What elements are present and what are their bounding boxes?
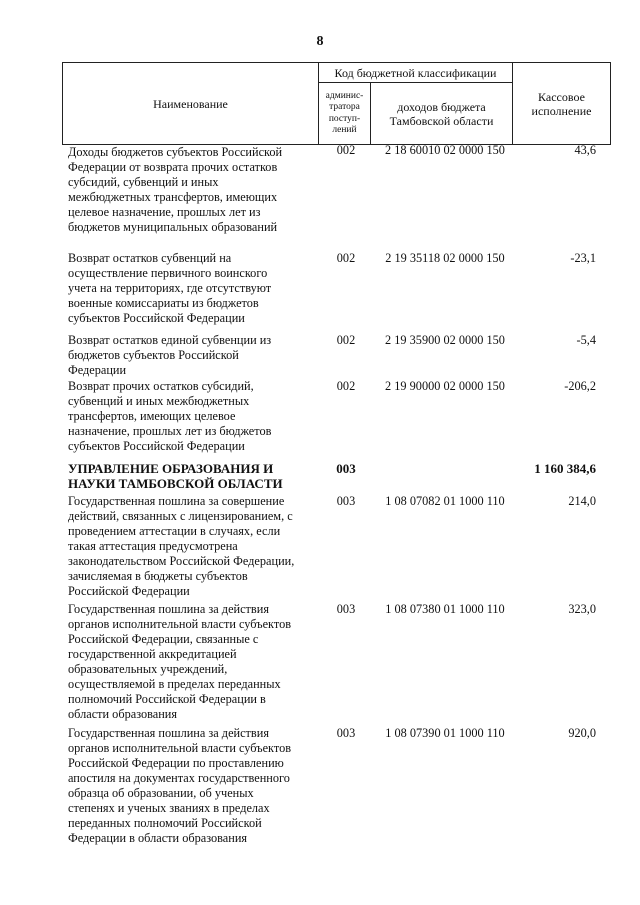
table-row: [62, 726, 610, 866]
row-amount: -5,4: [576, 333, 596, 347]
row-income-code: 2 19 35118 02 0000 150: [385, 251, 505, 265]
row-admin-code: 003: [336, 494, 356, 508]
table-row: [62, 143, 610, 251]
row-income-code: 2 18 60010 02 0000 150: [385, 143, 505, 157]
row-amount: 214,0: [568, 494, 596, 508]
row-income-code: 1 08 07082 01 1000 110: [385, 494, 505, 508]
row-name: Возврат остатков единой субвенции из бюджетов субъектов Российской Федерации: [68, 333, 272, 377]
row-amount: 1 160 384,6: [534, 461, 596, 476]
row-admin-code: 002: [336, 251, 356, 265]
income-column-header: доходов бюджета Тамбовской области: [371, 83, 513, 145]
row-admin-code: 002: [336, 379, 356, 393]
table-row: [62, 333, 610, 379]
execution-column-header: Кассовое исполнение: [513, 63, 611, 145]
page-number: 8: [316, 34, 324, 49]
row-income-code: 1 08 07380 01 1000 110: [385, 602, 505, 616]
row-amount: 43,6: [574, 143, 596, 157]
row-admin-code: 003: [336, 602, 356, 616]
row-admin-code: 003: [336, 726, 356, 740]
row-income-code: 1 08 07390 01 1000 110: [385, 726, 505, 740]
admin-column-header: админис-тратора поступ-лений: [319, 83, 371, 145]
table-row: [62, 379, 610, 461]
row-name: Возврат прочих остатков субсидий, субвенций и иных межбюджетных трансфертов, имеющих целевое назначение, прошлых лет из бюджетов субъектов Российской Федерации: [68, 379, 272, 453]
table-row: [62, 494, 610, 602]
row-name: Возврат остатков субвенций на осуществление первичного воинского учета на территориях, где отсутствуют военные комиссариаты из бюджетов субъектов Российской Федерации: [68, 251, 272, 325]
row-amount: -206,2: [564, 379, 596, 393]
row-amount: -23,1: [570, 251, 596, 265]
row-income-code: 2 19 35900 02 0000 150: [385, 333, 505, 347]
table-body: [62, 143, 610, 866]
row-name: Государственная пошлина за действия органов исполнительной власти субъектов Российской Федерации, связанные с государственной аккредитацией образовательных учреждений, осуществляемой в пределах переданных полномочий Российской Федерации в области образования: [68, 602, 292, 721]
row-admin-code: 003: [336, 461, 356, 476]
row-name: Доходы бюджетов субъектов Российской Федерации от возврата прочих остатков субсидий, субвенций и иных межбюджетных трансфертов, имеющих целевое назначение, прошлых лет из бюджетов муниципальных образований: [68, 145, 283, 234]
row-income-code: 2 19 90000 02 0000 150: [385, 379, 505, 393]
table-row-section: [62, 461, 610, 494]
row-name: Государственная пошлина за действия органов исполнительной власти субъектов Российской Федерации по проставлению апостиля на документах государственного образца об образовании, об ученых степенях и ученых званиях в пределах переданных полномочий Российской Федерации в области образования: [68, 726, 292, 845]
name-column-header: Наименование: [63, 63, 319, 145]
section-title: УПРАВЛЕНИЕ ОБРАЗОВАНИЯ И НАУКИ ТАМБОВСКОЙ ОБЛАСТИ: [68, 461, 283, 491]
budget-code-group-header: Код бюджетной классификации: [319, 63, 513, 83]
row-amount: 920,0: [568, 726, 596, 740]
row-admin-code: 002: [336, 143, 356, 157]
row-admin-code: 002: [336, 333, 356, 347]
table-row: [62, 602, 610, 726]
row-amount: 323,0: [568, 602, 596, 616]
table-header: [62, 62, 611, 145]
row-name: Государственная пошлина за совершение действий, связанных с лицензированием, с проведением аттестации в случаях, если такая аттестация предусмотрена законодательством Российской Федерации, зачисляемая в бюджеты субъектов Российской Федерации: [68, 494, 295, 598]
table-row: [62, 251, 610, 333]
